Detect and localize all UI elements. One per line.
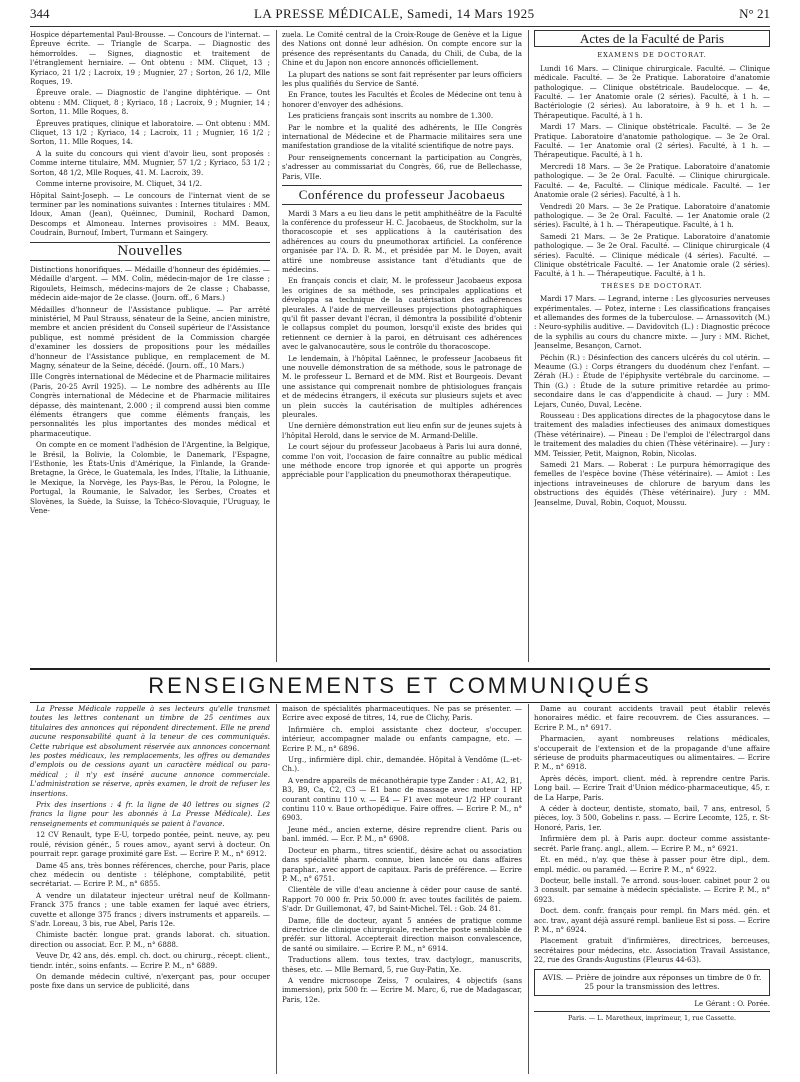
classifieds-column-1 bbox=[30, 704, 270, 1074]
section-heading-conference: Conférence du professeur Jacobaeus bbox=[298, 187, 506, 203]
page-number: 344 bbox=[30, 6, 50, 21]
classified-ad: Dame au courant accidents travail peut établir relevés honoraires médic. et faire recouvrem. de Cies assurances. — Ecrire P. M., n° 6917. bbox=[534, 704, 770, 732]
article-paragraph: Une dernière démonstration eut lieu enfin sur de jeunes sujets à l'hôpital Herold, dans le service de M. Armand-Delille. bbox=[282, 421, 522, 440]
page-header bbox=[30, 2, 770, 27]
article-distinctions: Distinctions honorifiques. — Médaille d'honneur des épidémies. — Médaille d'argent. — MM. Colin, médecin-major de 1re classe ; Rigoulets, Heimsch, médecins-majors de 2e classe ; Chabasse, médecin aide-major de 2e classe. (Journ. off., 6 Mars.) bbox=[30, 264, 270, 303]
section-heading-actes: Actes de la Faculté de Paris bbox=[534, 30, 770, 47]
column-divider bbox=[276, 704, 277, 1074]
article-paragraph: En français concis et clair, M. le professeur Jacobaeus exposa les origines de sa méthode, ses principales applications et développa sa technique de la cautérisation des adhérences pleurales. A l'aide de merveilleuses projections photographiques qu'il fit passer devant l'écran, il démontra la possibilité d'obtenir le collapsus complet du poumon, lorsqu'il existe des brides qui retiennent ce dernier à la paroi, en détruisant ces adhérences avec le galvanocautère, sous le contrôle du thoracoscope. bbox=[282, 276, 522, 352]
classified-ad: A vendre un dilatateur injecteur urétral neuf de Kollmann-Franck 375 francs ; une table examen fer laqué avec étriers, cuvette et allonge 375 francs ; divers instruments et appareils. — S'adr. Loreau, 3 bis, rue Abel, Paris 12e. bbox=[30, 890, 270, 928]
classified-ad: 12 CV Renault, type E-U, torpedo pontée, peint. neuve, ay. peu roulé, révision génér., 5 roues amov., ayant servi à docteur. On pourrait repr. garage proximité gare Est. — Ecrire P. M., n° 6912. bbox=[30, 830, 270, 859]
article-paragraph: Épreuve orale. — Diagnostic de l'angine diphtérique. — Ont obtenu : MM. Cliquet, 8 ; Kyriaco, 18 ; Lacroix, 9 ; Mugnier, 14 ; Sorton, 11. Mlle Roques, 8. bbox=[30, 88, 270, 117]
classified-ad: Après décès, import. client. méd. à reprendre centre Paris. Long bail. — Ecrire Trait d'Union médico-pharmaceutique, 45, r. de La Harpe, Paris. bbox=[534, 773, 770, 802]
column-2 bbox=[282, 30, 522, 662]
thesis-entry: Samedi 21 Mars. — Roberat : Le purpura hémorragique des femelles de l'espèce bovine (Thèse vétérinaire). — Amiot : Les injections intraveineuses de chlorure de baryum dans les obstructions des équidés (Thèse vétérinaire). Jury : MM. Jeanselme, Duval, Robin, Coquot, Moussu. bbox=[534, 460, 770, 507]
divider bbox=[282, 204, 522, 205]
article-paragraph: Mardi 3 Mars a eu lieu dans le petit amphithéâtre de la Faculté la conférence du professeur H. C. Jacobaeus, de Stockholm, sur la thoracoscopie et ses applications à la cautérisation des adhérences au cours du pneumothorax artificiel. La conférence organisée par l'A. D. R. M., et présidée par M. le Doyen, avait attiré une nombreuse assistance tant d'étudiants que de médecins. bbox=[282, 208, 522, 274]
section-heading-nouvelles: Nouvelles bbox=[117, 242, 183, 259]
classifieds-column-2 bbox=[282, 704, 522, 1074]
thesis-entry: Rousseau : Des applications directes de la phagocytose dans le traitement des maladies infectieuses des animaux domestiques (Thèse vétérinaire). — Pineau : De l'emploi de l'électrargol dans le traitement des maladies du chien (Thèse vétérinaire). — Jury : MM. Teissier, Petit, Maignon, Robin, Nicolas. bbox=[534, 411, 770, 458]
classified-ad: Dame 45 ans, très bonnes références, cherche, pour Paris, place chez médecin ou dentiste : téléphone, comptabilité, petit secrétariat. — Ecrire P. M., n° 6855. bbox=[30, 860, 270, 889]
subheading-examens: EXAMENS DE DOCTORAT. bbox=[597, 51, 707, 60]
article-paul-brousse: Hospice départemental Paul-Brousse. — Concours de l'internat. — Épreuve écrite. — Triangle de Scarpa. — Diagnostic des hémorroïdes. — Signes, diagnostic et traitement de l'étranglement herniaire. — Ont obtenu : MM. Cliquet, 13 ; Kyriaco, 21 1/2 ; Lacroix, 19 ; Mugnier, 27 ; Sorton, 26 1/2, Mlle Roques, 19. bbox=[30, 30, 270, 87]
column-divider bbox=[528, 30, 529, 662]
exam-entry: Mercredi 18 Mars. — 3e 2e Pratique. Laboratoire d'anatomie pathologique. — 3e 2e Oral. Faculté. — Clinique chirurgicale. Faculté. — 4e, Faculté. — Clinique médicale. Faculté. — 1er Anatomie orale (2 séries). Faculté, à 1 h. bbox=[534, 161, 770, 200]
column-1 bbox=[30, 30, 270, 662]
notice-prices: Prix des insertions : 4 fr. la ligne de 40 lettres ou signes (2 francs la ligne pour les abonnés à La Presse Médicale). Les renseignements et communiqués se paient à l'avance. bbox=[30, 800, 270, 828]
article-paragraph: En France, toutes les Facultés et Écoles de Médecine ont tenu à honorer d'envoyer des adhésions. bbox=[282, 90, 522, 109]
classified-ad: A céder à docteur, dentiste, stomato, bail, 7 ans, entresol, 5 pièces, loy. 3 500, Gobelins r. pass. — Ecrire Lecomte, 125, r. St-Honoré, Paris, 1er. bbox=[534, 804, 770, 832]
journal-title: LA PRESSE MÉDICALE, Samedi, 14 Mars 1925 bbox=[253, 6, 535, 21]
classified-ad: Infirmière ch. emploi assistante chez docteur, s'occuper. intérieur, accompagner malade ou enfants campagne, etc. — Ecrire P. M., n° 6896. bbox=[282, 724, 522, 753]
article-paragraph: Pour renseignements concernant la participation au Congrès, s'adresser au commissariat du Congrès, 66, rue de Bellechasse, Paris, VIIe. bbox=[282, 152, 522, 181]
divider bbox=[30, 260, 270, 261]
classified-ad: Clientèle de ville d'eau ancienne à céder pour cause de santé. Rapport 70 000 fr. Prix 50.000 fr. avec toutes facilités de paiem. S'adr. Dr Guillemonat, 47, bd Saint-Michel. Tél. : Gob. 24 81. bbox=[282, 885, 522, 914]
classified-ad: Jeune méd., ancien externe, désire reprendre client. Paris ou banl. imméd. — Ecr. P. M., n° 6908. bbox=[282, 824, 522, 844]
article-paragraph: On compte en ce moment l'adhésion de l'Argentine, la Belgique, le Brésil, la Bolivie, la Colombie, le Danemark, l'Espagne, l'Esthonie, les États-Unis d'Amérique, la Finlande, la Grande-Bretagne, la Grèce, le Guatemala, les Indes, l'Italie, la Lithuanie, le Mexique, la Norvège, les Pays-Bas, le Pérou, la Pologne, le Portugal, la Roumanie, le Salvador, les Serbes, Croates et Slovènes, la Suède, la Suisse, la Tchéco-Slovaquie, l'Uruguay, le Vene- bbox=[30, 440, 270, 516]
article-paragraph: La plupart des nations se sont fait représenter par leurs officiers les plus qualifiés du Service de Santé. bbox=[282, 69, 522, 89]
divider bbox=[282, 185, 522, 186]
exam-entry: Mardi 17 Mars. — Clinique obstétricale. Faculté. — 3e 2e Pratique. Laboratoire d'anatomie pathologique. — 3e 2e Oral. Faculté. — 1er Anatomie oral (2 séries). Faculté, à 1 h. — Thérapeutique. Faculté, à 1 h. bbox=[534, 122, 770, 160]
avis-box: AVIS. — Prière de joindre aux réponses un timbre de 0 fr. 25 pour la transmission des lettres. bbox=[534, 969, 770, 996]
printer-line: Paris. — L. Maretheux, imprimeur, 1, rue Cassette. bbox=[534, 1011, 770, 1023]
exam-entry: Vendredi 20 Mars. — 3e 2e Pratique. Laboratoire d'anatomie pathologique. — 3e 2e Oral. Faculté. — 1er Anatomie orale (2 séries). Faculté, à 1 h. — Thérapeutique. Faculté, à 1 h. bbox=[534, 201, 770, 230]
notice-paragraph: La Presse Médicale rappelle à ses lecteurs qu'elle transmet toutes les lettres contenant un timbre de 25 centimes aux titulaires des annonces qui répondent directement. Elle ne prend aucune responsabilité quant à la teneur de ces communiqués. Cette rubrique est absolument réservée aux annonces concernant les postes médicaux, les remplacements, les offres ou demandes d'emplois ou de cessions ayant un caractère médical ou para-médical ; il n'y est inséré aucune annonce commerciale. L'administration se réserve, après examen, le droit de refuser les insertions. bbox=[30, 704, 270, 798]
classified-ad: Dame, fille de docteur, ayant 5 années de pratique comme directrice de clinique chirurgicale, recherche poste semblable de préfér. sur littoral. Accepterait direction maison convalescence, de santé ou similaire. — Ecrire P. M., n° 6914. bbox=[282, 915, 522, 953]
article-medailles: Médailles d'honneur de l'Assistance publique. — Par arrêté ministériel, M Paul Strauss, sénateur de la Seine, ancien ministre, membre et ancien président du Conseil supérieur de l'Assistance publique, est nommé président de la Commission chargée d'examiner les dossiers de propositions pour les médailles d'honneur de l'Assistance publique, en remplacement de M. Magny, sénateur de la Seine, décédé. (Journ. off., 10 Mars.) bbox=[30, 304, 270, 370]
classified-ad: maison de spécialités pharmaceutiques. Ne pas se présenter. — Ecrire avec exposé de titres, 14, rue de Clichy, Paris. bbox=[282, 704, 522, 723]
article-paragraph: zuela. Le Comité central de la Croix-Rouge de Genève et la Ligue des Nations ont donné leur adhésion. On compte encore sur la présence des représentants du Canada, du Chili, de Cuba, de la Chine et du Japon non encore annoncés officiellement. bbox=[282, 30, 522, 68]
gerant-line: Le Gérant : O. Porée. bbox=[694, 998, 770, 1008]
classified-ad: A vendre microscope Zeiss, 7 oculaires, 4 objectifs (sans immersion), prix 500 fr. — Ecrire M. Marc, 6, rue de Madagascar, Paris, 12e. bbox=[282, 975, 522, 1004]
article-paragraph: Par le nombre et la qualité des adhérents, le IIIe Congrès international de Médecine et de Pharmacie militaires sera une manifestation grandiose de la vitalité scientifique de notre pays. bbox=[282, 122, 522, 151]
issue-number: N° 21 bbox=[739, 6, 770, 21]
thesis-entry: Mardi 17 Mars. — Legrand, interne : Les glycosuries nerveuses expérimentales. — Potez, interne : Les classifications françaises et allemandes des formes de la tuberculose. — Arnassovitch (M.) : Neuro-syphilis auditive. — Davidovitch (L.) : Diagnostic précoce de la syphilis au cours du chancre mixte. — Jury : MM. Richet, Jeanselme, Besançon, Carnot. bbox=[534, 294, 770, 351]
article-paragraph: Le court séjour du professeur Jacobaeus à Paris lui aura donné, comme l'on voit, l'occasion de faire connaître au public médical une méthode encore trop ignorée et qui apporte un progrès appréciable pour l'application du pneumothorax thérapeutique. bbox=[282, 442, 522, 480]
article-paragraph: Les praticiens français sont inscrits au nombre de 1.300. bbox=[288, 111, 494, 121]
classified-ad: A vendre appareils de mécanothérapie type Zander : A1, A2, B1, B3, B9, Ca, C2, C3 — E1 banc de massage avec moteur 1 HP courant continu 110 v. — E4 — F1 avec moteur 1/2 HP courant continu 110 v. Baue orthopédique. Faire offres. — Ecrire P. M., n° 6903. bbox=[282, 775, 522, 823]
column-divider bbox=[528, 704, 529, 1074]
exam-entry: Lundi 16 Mars. — Clinique chirurgicale. Faculté. — Clinique médicale. Faculté. — 3e 2e Pratique. Laboratoire d'anatomie pathologique. — Clinique obstétricale. Baudelocque. — 4e, Faculté. — 1er Anatomie orale (2 séries). Faculté, à 1 h. — Bactériologie (2 séries). Au laboratoire, à 9 h. et 1 h. — Thérapeutique. Faculté, à 1 h. bbox=[534, 63, 770, 120]
article-paragraph: A la suite du concours qui vient d'avoir lieu, sont proposés : Comme interne titulaire, MM. Mugnier, 57 1/2 ; Kyriaco, 53 1/2 ; Sorton, 48 1/2, Mlle Roques, 41. M. Lacroix, 39. bbox=[30, 148, 270, 177]
column-divider bbox=[276, 30, 277, 662]
classified-ad: Doct. dem. confr. français pour rempl. fin Mars méd. gén. et acc. trav., ayant déjà assuré rempl. banlieue Est si poss. — Ecrire P. M., n° 6924. bbox=[534, 906, 770, 934]
classified-ad: Docteur en pharm., titres scientif., désire achat ou association dans spécialité pharm. connue, bien lancée ou dans affaires paraphar., avec apport de capitaux. Paris de préférence. — Ecrire P. M., n° 6751. bbox=[282, 845, 522, 883]
classified-ad: Veuve Dr, 42 ans, dés. empl. ch. doct. ou chirurg., récept. client., tiendr. intér., soins enfants. — Ecrire P. M., n° 6889. bbox=[30, 951, 270, 970]
classified-ad: On demande médecin cultivé, n'exerçant pas, pour occuper poste fixe dans un service de publicité, dans bbox=[30, 971, 270, 991]
classified-ad: Placement gratuit d'infirmières, directrices, berceuses, secrétaires pour médecins, etc. Association Travail Assistance, 22, rue des Grands-Augustins (Fleurus 44-63). bbox=[534, 936, 770, 965]
column-3 bbox=[534, 30, 770, 662]
classified-ad: Urg., infirmière dipl. chir., demandée. Hôpital à Vendôme (L.-et-Ch.). bbox=[282, 755, 522, 774]
article-paragraph: Le lendemain, à l'hôpital Laënnec, le professeur Jacobaeus fit une nouvelle démonstration de sa méthode, sous le patronage de M. le professeur L. Bernard et de MM. Rist et Bourgeois. Devant une assistance qui comprenait nombre de phtisiologues français et de médecins étrangers, il exécuta sur plusieurs sujets et avec un plein succès la cautérisation de multiples adhérences pleurales. bbox=[282, 353, 522, 420]
classified-ad: Docteur, belle install. 7e arrond. sous-louer. cabinet pour 2 ou 3 consult. par semaine à médecin spécialiste. — Ecrire P. M., n° 6923. bbox=[534, 875, 770, 904]
article-paragraph: Comme interne provisoire, M. Cliquet, 34 1/2. bbox=[36, 179, 203, 189]
classified-ad: Et. en méd., n'ay. que thèse à passer pour être dipl., dem. empl. médic. ou paraméd. — Ecrire P. M., n° 6922. bbox=[534, 855, 770, 874]
article-congres: IIIe Congrès international de Médecine et de Pharmacie militaires (Paris, 20-25 Avril 1925). — Le nombre des adhérents au IIIe Congrès international de Médecine et de Pharmacie militaires dépasse, dès maintenant, 2.000 ; il comprend aussi bien comme éléments étrangers que comme éléments français, les personnalités les plus importantes des mondes médical et pharmaceutique. bbox=[30, 372, 270, 438]
classified-ad: Chimiste bactér. longue prat. grands laborat. ch. situation. direction ou associat. Ecr. P. M., n° 6888. bbox=[30, 930, 270, 949]
classified-ad: Pharmacien, ayant nombreuses relations médicales, s'occuperait de l'extension et de la propagande d'une affaire sérieuse de produits pharmaceutiques ou alimentaires. — Ecrire P. M., n° 6918. bbox=[534, 734, 770, 772]
thesis-entry: Péchin (R.) : Désinfection des cancers ulcérés du col utérin. — Meaume (G.) : Corps étrangers du duodénum chez l'enfant. — Zérah (H.) : Étude de l'épiphysite vertébrale du carcinome. — Thin (G.) : Étude de la suture primitive retardée au primo-secondaire dans le cas d'appendicite à chaud. — Jury : MM. Lejars, Cunéo, Duval, Lecène. bbox=[534, 352, 770, 409]
classified-ad: Traductions allem. tous textes, trav. dactylogr., manuscrits, thèses, etc. — Mlle Bernard, 5, rue Guy-Patin, Xe. bbox=[282, 955, 522, 974]
banner-title: RENSEIGNEMENTS ET COMMUNIQUÉS bbox=[148, 673, 652, 698]
section-banner bbox=[30, 668, 770, 703]
subheading-theses: THÈSES DE DOCTORAT. bbox=[601, 281, 703, 290]
article-saint-joseph: Hôpital Saint-Joseph. — Le concours de l'internat vient de se terminer par les nominations suivantes : Internes titulaires : MM. Idoux, Aman (Jean), Quéinnec, Duminil, Rochard Damon, Descomps et Almoneau. Internes provisoires : MM. Beaux, Coudrain, Burnouf, Imbert, Turmann et Saingery. bbox=[30, 190, 270, 238]
article-paragraph: Épreuves pratiques, clinique et laboratoire. — Ont obtenu : MM. Cliquet, 13 1/2 ; Kyriaco, 14 ; Lacroix, 11 ; Mugnier, 16 1/2 ; Sorton, 11. Mlle Roques, 14. bbox=[30, 118, 270, 147]
classified-ad: Infirmière dem pl. à Paris aupr. docteur comme assistante-secrét. Parle franç. angl., allem. — Ecrire P. M., n° 6921. bbox=[534, 834, 770, 853]
exam-entry: Samedi 21 Mars. — 3e 2e Pratique. Laboratoire d'anatomie pathologique. — 3e 2e Oral. Faculté. — Clinique chirurgicale (4 séries). Faculté. — Clinique médicale (4 séries). Faculté. — Clinique obstétricale Faculté. — 1er Anatomie orale (2 séries). Faculté, à 1 h. — Thérapeutique. Faculté, à 1 h. bbox=[534, 231, 770, 279]
classifieds-column-3 bbox=[534, 704, 770, 1074]
